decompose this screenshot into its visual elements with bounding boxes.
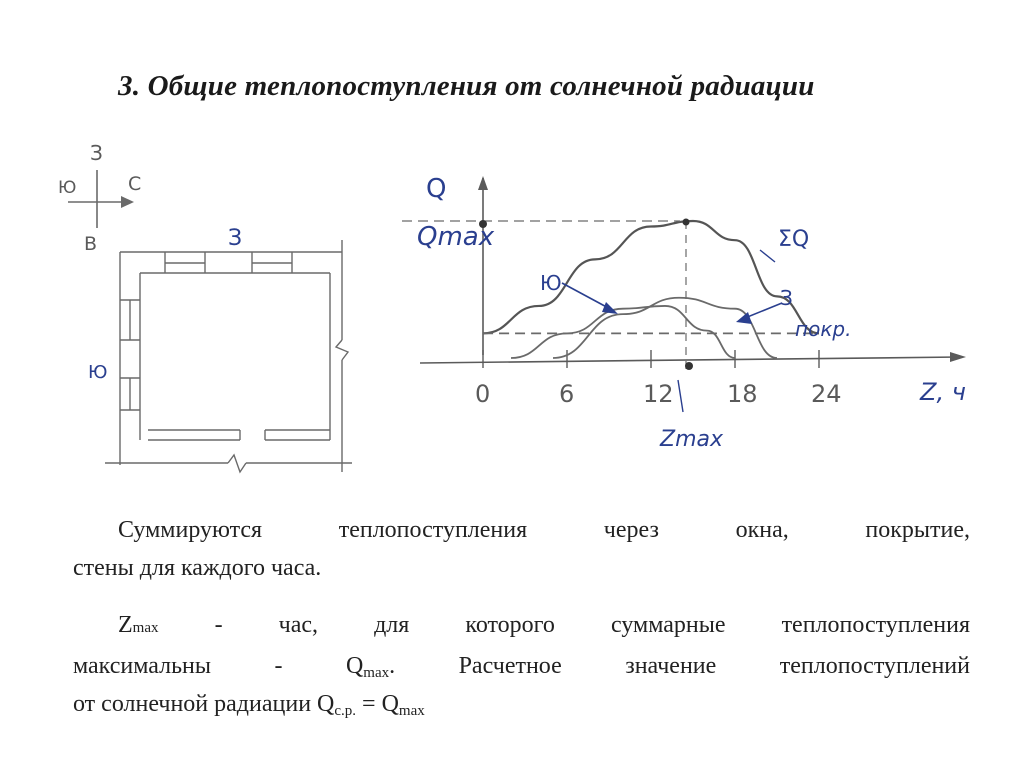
- series-label-west: З: [780, 286, 793, 310]
- zmax-label: Zmax: [660, 427, 724, 452]
- west-pointer-icon: [736, 312, 752, 324]
- qsr-text-b: = Q: [356, 691, 399, 717]
- paragraph-zmax-line1: [73, 606, 970, 647]
- compass-arrow-icon: [121, 196, 134, 208]
- paragraph-summation: [73, 511, 970, 587]
- x-axis-label: Z, ч: [920, 378, 966, 406]
- paragraph-summation-line1: Суммируются теплопоступления через окна, покрытие,: [118, 517, 970, 543]
- qsr-sub2: max: [398, 703, 425, 719]
- x-tick-label: 12: [643, 380, 674, 408]
- zmax-definition: - час, для которого суммарные теплопоступления: [158, 612, 970, 638]
- peak-point: [683, 219, 690, 226]
- y-axis-label: Q: [426, 174, 447, 204]
- compass-west-label: В: [84, 233, 98, 255]
- x-tick-label: 24: [811, 380, 842, 408]
- qsr-sub: с.р.: [334, 703, 357, 719]
- x-axis-arrow-icon: [950, 352, 966, 362]
- zmax-point: [685, 362, 693, 370]
- qmax-text-b: . Расчетное значение теплопоступлений: [389, 653, 970, 679]
- plan-top-wall-label: З: [228, 226, 243, 251]
- x-tick-label: 6: [559, 380, 575, 408]
- qmax-sub: max: [363, 665, 390, 681]
- series-label-sum: ΣQ: [778, 227, 810, 252]
- heat-gain-chart: [402, 176, 966, 412]
- series-label-roof: покр.: [795, 317, 852, 341]
- paragraph-zmax-line2: [73, 647, 970, 685]
- x-tick-label: 18: [727, 380, 758, 408]
- zmax-pointer: [678, 380, 683, 412]
- compass-south-label: Ю: [58, 178, 77, 198]
- sum-pointer: [760, 250, 775, 262]
- slide-title: 3. Общие теплопоступления от солнечной радиации: [118, 70, 815, 102]
- compass-north-label: З: [90, 141, 103, 165]
- curves: [483, 221, 819, 358]
- curve-sum: [483, 221, 819, 333]
- paragraph-zmax: [73, 606, 970, 723]
- compass: [68, 170, 134, 228]
- series-label-south: Ю: [540, 271, 562, 295]
- plan-left-wall-label: Ю: [88, 362, 108, 383]
- paragraph-summation-line2: стены для каждого часа.: [73, 555, 322, 581]
- qsr-text-a: от солнечной радиации Q: [73, 691, 335, 717]
- paragraph-zmax-line3: [73, 685, 970, 723]
- x-axis: [420, 357, 960, 363]
- zmax-sub: max: [132, 620, 159, 636]
- floor-plan: [105, 240, 352, 472]
- south-pointer-icon: [602, 302, 618, 314]
- zmax-symbol: Z: [118, 612, 133, 638]
- qmax-text-a: максимальны - Q: [73, 653, 364, 679]
- x-tick-label: 0: [475, 380, 491, 408]
- qmax-label: Qmax: [417, 222, 495, 252]
- compass-east-label: С: [128, 173, 142, 195]
- y-axis-arrow-icon: [478, 176, 488, 190]
